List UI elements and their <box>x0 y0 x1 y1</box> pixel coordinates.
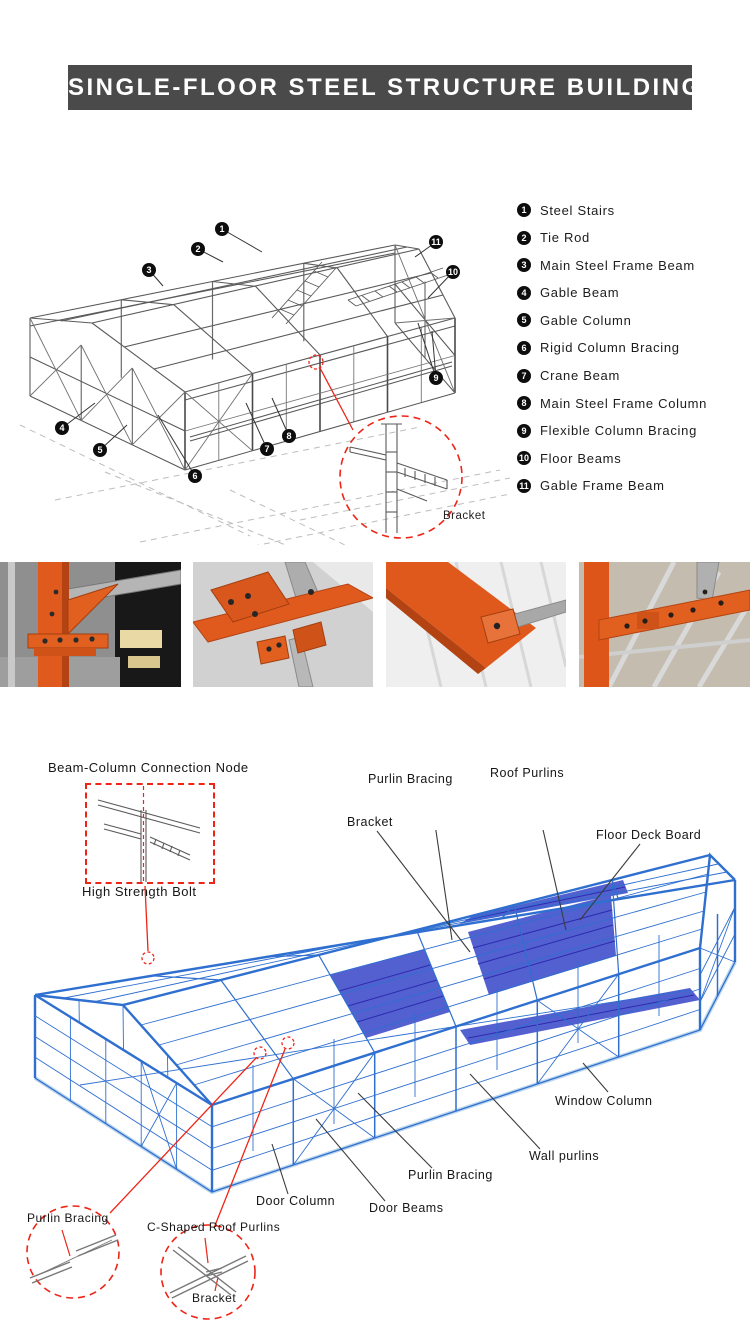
floor-beams-drawing <box>348 268 451 306</box>
callout-badge-2: 2 <box>191 242 205 256</box>
callout-badge-6: 6 <box>188 469 202 483</box>
legend-bullet: 2 <box>517 231 531 245</box>
callout-badge-8: 8 <box>282 429 296 443</box>
legend-label: Main Steel Frame Beam <box>540 257 695 273</box>
legend-bullet: 7 <box>517 369 531 383</box>
legend-item <box>517 286 749 300</box>
callout-badge-9: 9 <box>429 371 443 385</box>
bracket-detail-label: Bracket <box>443 510 486 522</box>
callout-badge-3: 3 <box>142 263 156 277</box>
label-window-column: Window Column <box>555 1094 653 1108</box>
legend-item <box>517 231 749 245</box>
label-floor-deck-board: Floor Deck Board <box>596 828 702 842</box>
legend-bullet: 9 <box>517 424 531 438</box>
legend-item <box>517 203 749 217</box>
legend-label: Gable Column <box>540 312 632 328</box>
legend-bullet: 11 <box>517 479 531 493</box>
legend-bullet: 6 <box>517 341 531 355</box>
legend-bullet: 1 <box>517 203 531 217</box>
label-roof-purlins: Roof Purlins <box>490 766 565 780</box>
legend-bullet: 3 <box>517 258 531 272</box>
legend-item <box>517 313 749 327</box>
legend-label: Flexible Column Bracing <box>540 423 697 439</box>
callout-badge-11: 11 <box>429 235 443 249</box>
callout-badge-5: 5 <box>93 443 107 457</box>
legend-bullet: 10 <box>518 453 529 464</box>
legend-item <box>517 396 749 410</box>
callout-badge-7: 7 <box>260 442 274 456</box>
photo-beam-scaffold <box>579 562 750 687</box>
label-c-shaped-roof-purlins: C-Shaped Roof Purlins <box>147 1220 281 1234</box>
legend-item <box>517 451 749 465</box>
legend-label: Gable Beam <box>540 285 620 301</box>
legend-item <box>517 479 749 493</box>
label-purlin-bracing-top: Purlin Bracing <box>368 772 453 786</box>
legend-label: Crane Beam <box>540 368 620 384</box>
node-detail-title: Beam-Column Connection Node <box>48 760 249 775</box>
legend-bullet: 5 <box>517 313 531 327</box>
legend-label: Rigid Column Bracing <box>540 340 680 356</box>
legend-item <box>517 341 749 355</box>
label-bracket-detail: Bracket <box>192 1291 237 1305</box>
callout-badge-10: 10 <box>447 267 458 277</box>
label-wall-purlins: Wall purlins <box>529 1149 600 1163</box>
label-purlin-bracing-mid: Purlin Bracing <box>408 1168 493 1182</box>
red-callouts <box>27 886 294 1319</box>
legend-item <box>517 258 749 272</box>
legend-bullet: 4 <box>517 286 531 300</box>
legend-label: Floor Beams <box>540 450 622 466</box>
label-purlin-bracing-detail: Purlin Bracing <box>27 1211 109 1225</box>
legend-label: Steel Stairs <box>540 202 615 218</box>
legend-bullet: 8 <box>517 396 531 410</box>
blue-structure-drawing <box>0 830 750 1335</box>
photo-beam-tie-rod <box>386 562 566 687</box>
legend-item <box>517 424 749 438</box>
legend-item <box>517 369 749 383</box>
label-bracket-top: Bracket <box>347 815 393 829</box>
callout-badge-4: 4 <box>55 421 69 435</box>
label-door-column: Door Column <box>256 1194 336 1208</box>
legend-label: Main Steel Frame Column <box>540 395 708 411</box>
callout-badge-1: 1 <box>215 222 229 236</box>
label-door-beams: Door Beams <box>369 1201 444 1215</box>
high-strength-bolt-label: High Strength Bolt <box>82 884 197 899</box>
photo-beam-bracket-pipe <box>193 562 373 687</box>
legend-label: Gable Frame Beam <box>540 478 665 494</box>
legend <box>517 203 749 507</box>
legend-label: Tie Rod <box>540 230 590 246</box>
page-title: SINGLE-FLOOR STEEL STRUCTURE BUILDING <box>68 65 692 110</box>
photo-column-bracket-connection <box>0 562 181 687</box>
